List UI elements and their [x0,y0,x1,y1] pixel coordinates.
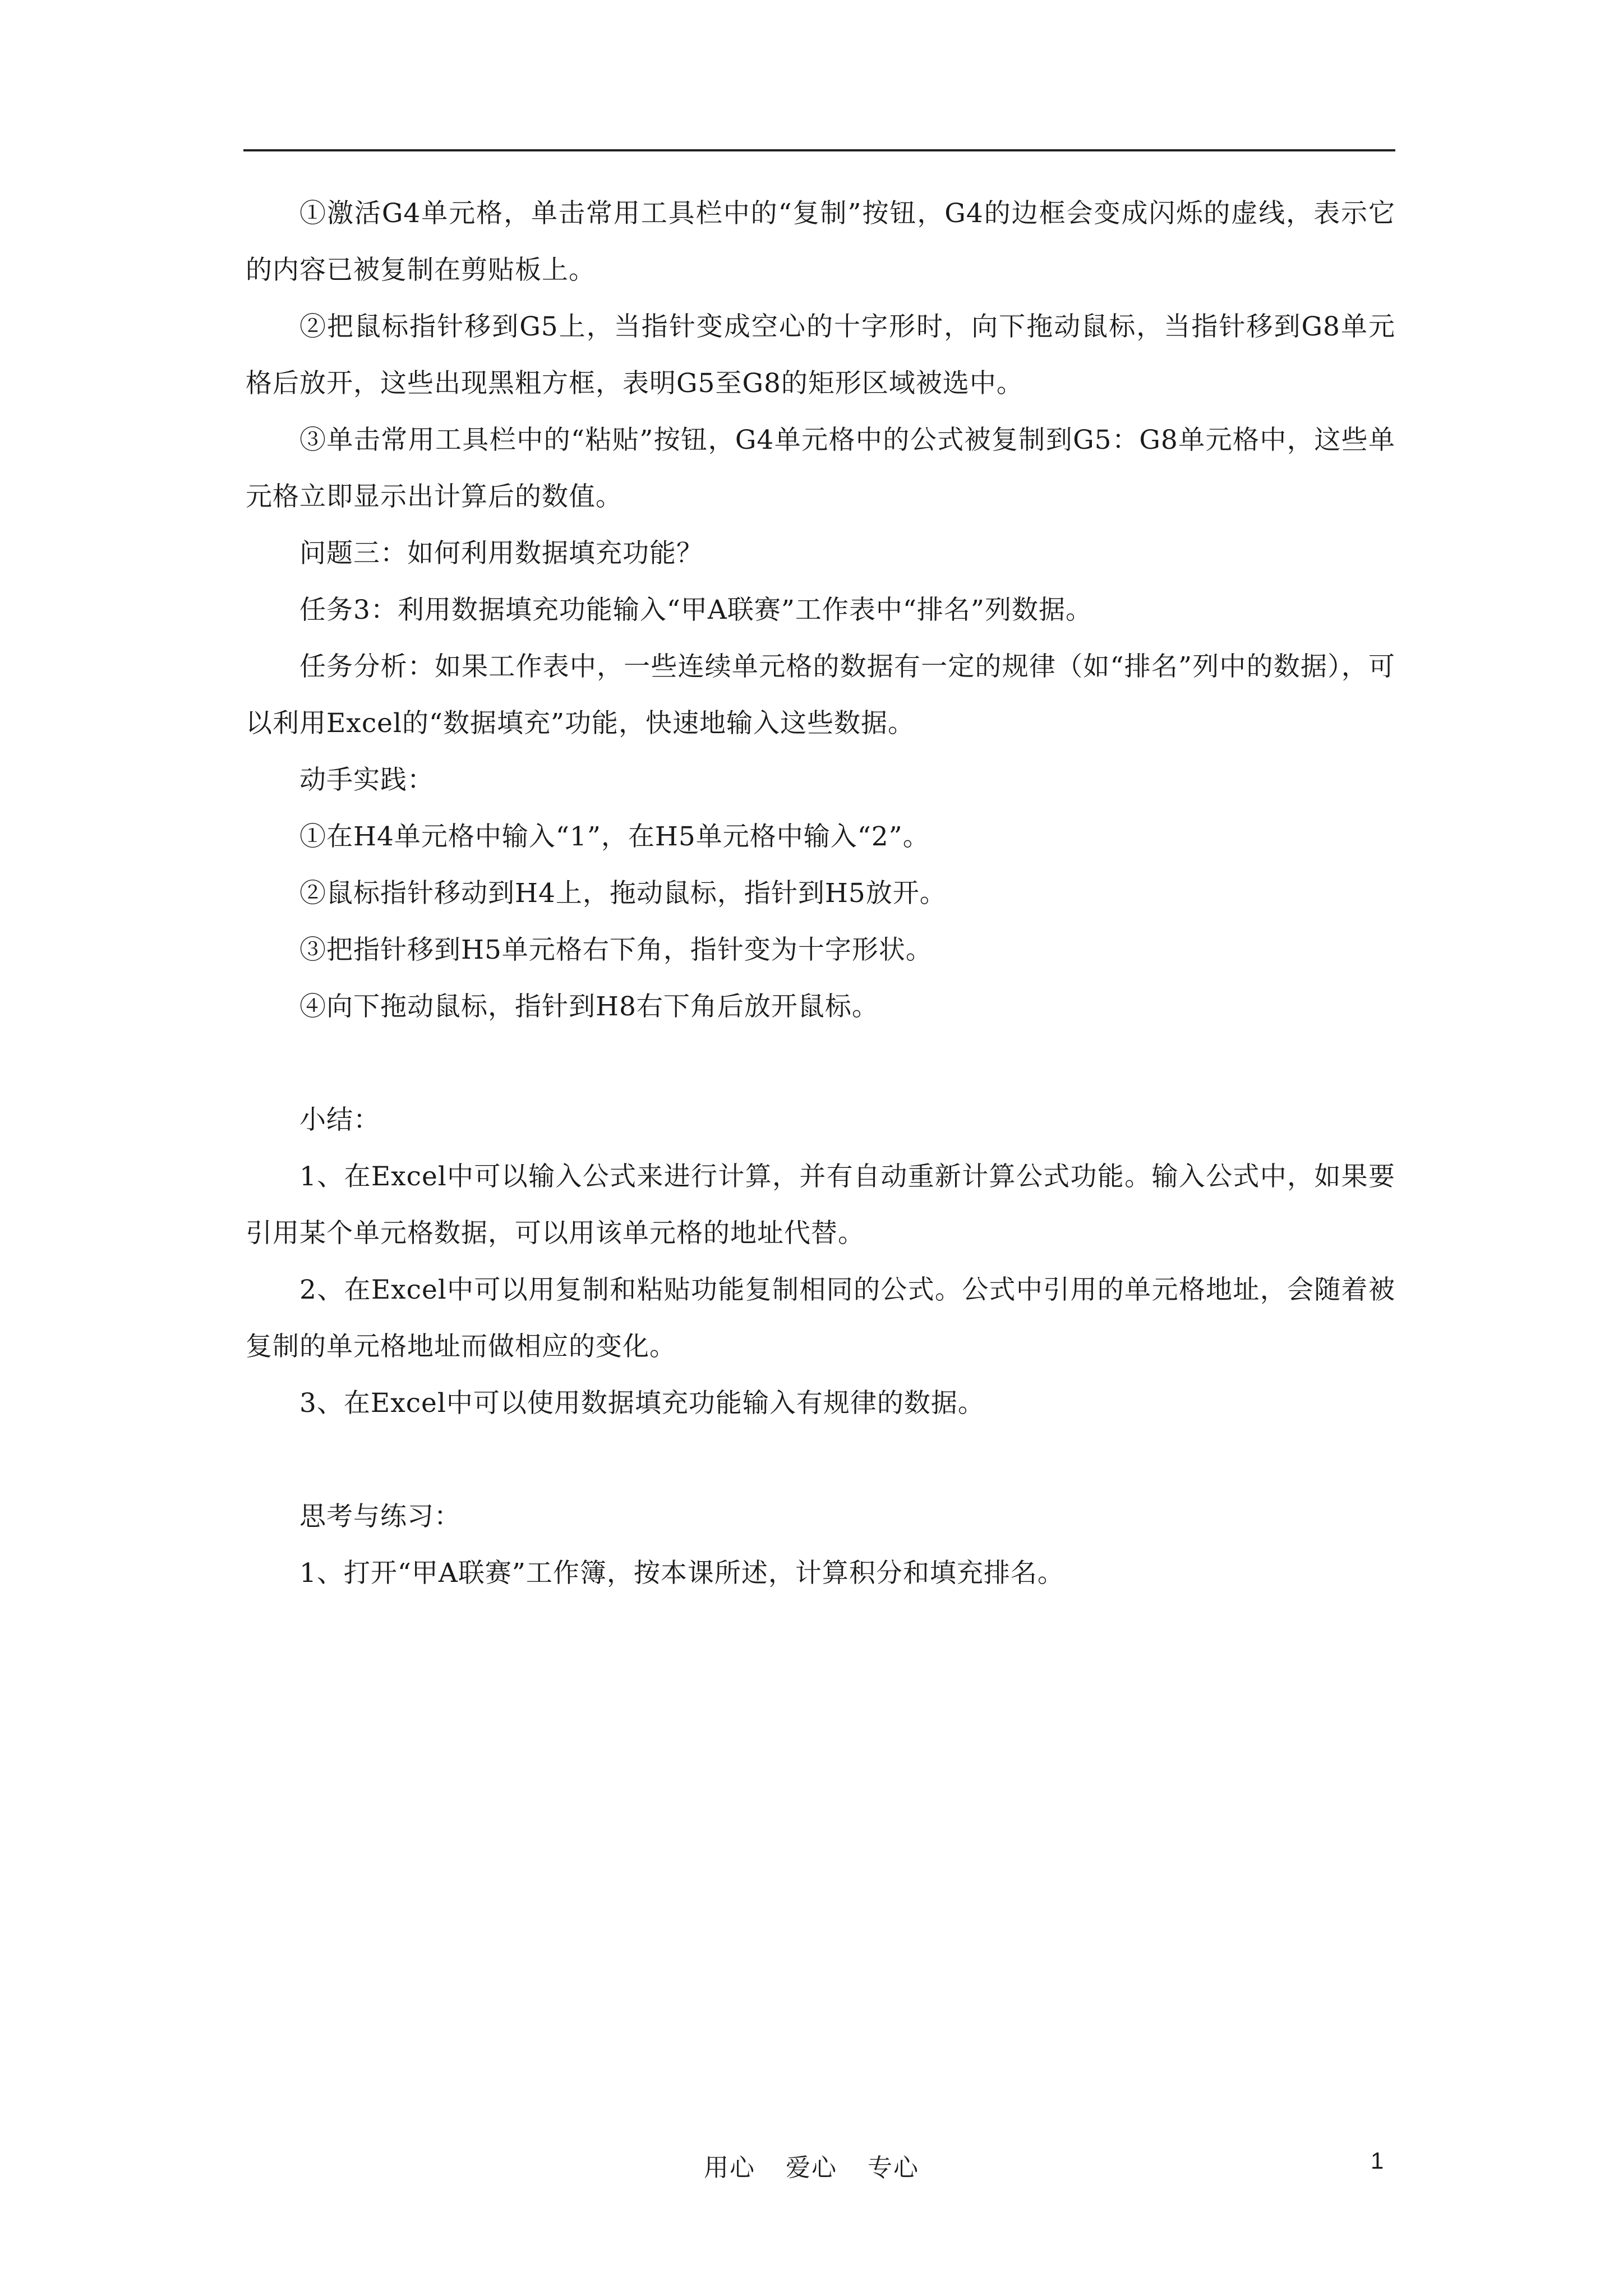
summary-item: 3、在Excel中可以使用数据填充功能输入有规律的数据。 [299,1388,985,1419]
document-body [246,185,1395,1602]
footer-motto: 用心 爱心 专心 [704,2154,919,2182]
paragraph-practice-heading: 动手实践： [299,765,434,795]
summary-item: 2、在Excel中可以用复制和粘贴功能复制相同的公式。公式中引用的单元格地址，会随着被复制的单元格地址而做相应的变化。 [246,1274,1395,1362]
page-number: 1 [1371,2147,1384,2174]
paragraph-task-3: 任务3：利用数据填充功能输入“甲A联赛”工作表中“排名”列数据。 [299,595,1092,625]
paragraph-copy-step-3: ③单击常用工具栏中的“粘贴”按钮，G4单元格中的公式被复制到G5：G8单元格中，这些单元格立即显示出计算后的数值。 [246,425,1395,512]
paragraph-copy-step-1: ①激活G4单元格，单击常用工具栏中的“复制”按钮，G4的边框会变成闪烁的虚线，表示它的内容已被复制在剪贴板上。 [246,198,1395,286]
summary-heading: 小结： [299,1105,380,1135]
spacer [246,1035,1395,1092]
paragraph-fill-step-4: ④向下拖动鼠标，指针到H8右下角后放开鼠标。 [299,991,879,1022]
paragraph-question-3: 问题三：如何利用数据填充功能？ [299,538,703,569]
paragraph-fill-step-1: ①在H4单元格中输入“1”，在H5单元格中输入“2”。 [299,821,930,852]
header-rule [243,149,1395,151]
spacer [246,1432,1395,1488]
paragraph-task-analysis: 任务分析：如果工作表中，一些连续单元格的数据有一定的规律（如“排名”列中的数据），可以利用Excel的“数据填充”功能，快速地输入这些数据。 [246,651,1395,739]
summary-item: 1、在Excel中可以输入公式来进行计算，并有自动重新计算公式功能。输入公式中，如果要引用某个单元格数据，可以用该单元格的地址代替。 [246,1161,1395,1249]
exercises-heading: 思考与练习： [299,1501,461,1532]
exercise-item: 1、打开“甲A联赛”工作簿，按本课所述，计算积分和填充排名。 [299,1558,1064,1589]
paragraph-copy-step-2: ②把鼠标指针移到G5上，当指针变成空心的十字形时，向下拖动鼠标，当指针移到G8单元格后放开，这些出现黑粗方框，表明G5至G8的矩形区域被选中。 [246,311,1395,399]
paragraph-fill-step-3: ③把指针移到H5单元格右下角，指针变为十字形状。 [299,935,933,965]
paragraph-fill-step-2: ②鼠标指针移动到H4上，拖动鼠标，指针到H5放开。 [299,878,947,909]
